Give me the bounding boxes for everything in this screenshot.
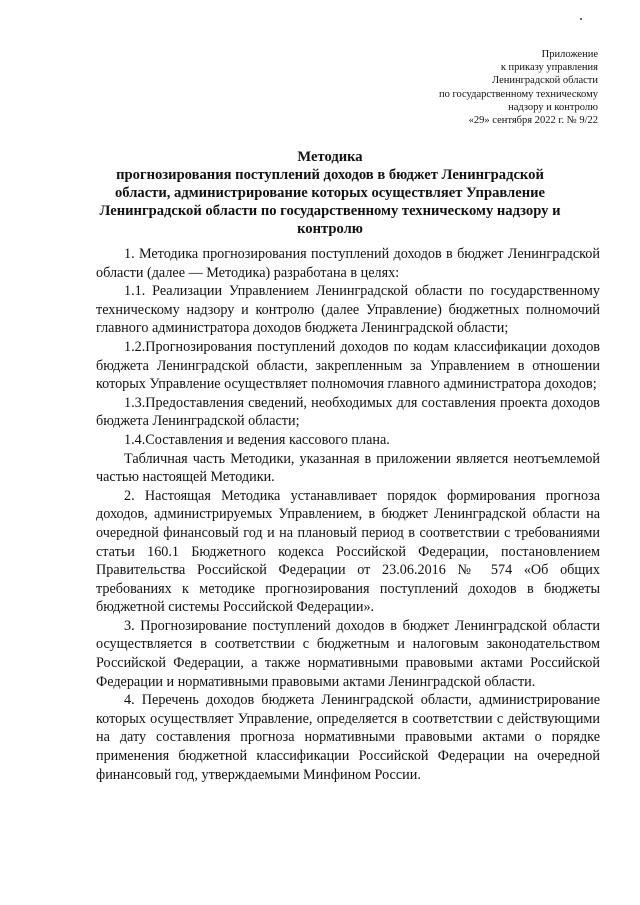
appendix-line: по государственному техническому: [438, 88, 598, 100]
title-line: контролю: [297, 221, 363, 237]
paragraph-1-4: 1.4.Составления и ведения кассового плана.: [124, 431, 390, 448]
paragraph-1-3: 1.3.Предоставления сведений, необходимых для составления проекта доходов бюджета Ленинградской области;: [96, 394, 600, 430]
title-line: области, администрирование которых осуществляет Управление: [114, 185, 546, 201]
appendix-line: к приказу управления: [500, 62, 598, 74]
appendix-header: [338, 48, 598, 127]
appendix-date-number: «29» сентября 2022 г. № 9/22: [468, 115, 598, 127]
document-body: [96, 245, 600, 784]
paragraph-4: 4. Перечень доходов бюджета Ленинградской области, администрирование которых осуществляет Управление, определяется в соответствии с действующими на дату составления прогноза нормативными правовыми актами о порядке применения бюджетной классификации Российской Федерации на очередной финансовый год, утверждаемыми Минфином России.: [96, 692, 600, 783]
paragraph-1-1: 1.1. Реализации Управлением Ленинградской области по государственному техническому надзору и контролю (далее Управление) бюджетных полномочий главного администратора доходов бюджета Ленинградской области;: [96, 283, 600, 337]
scan-dot: [580, 18, 582, 20]
title-line: прогнозирования поступлений доходов в бюджет Ленинградской: [116, 167, 544, 183]
paragraph-1-2: 1.2.Прогнозирования поступлений доходов по кодам классификации доходов бюджета Ленинградской области, закрепленным за Управлением в отношении которых Управление осуществляет полномочия главного администратора доходов;: [96, 338, 600, 393]
paragraph-3: 3. Прогнозирование поступлений доходов в бюджет Ленинградской области осуществляется в соответствии с бюджетным и налоговым законодательством Российской Федерации, а также нормативными правовыми актами Российской Федерации и нормативными правовыми актами Ленинградской области.: [96, 617, 600, 690]
appendix-line: Ленинградской области: [492, 75, 598, 87]
paragraph-1: 1. Методика прогнозирования поступлений доходов в бюджет Ленинградской области (далее — Методика) разработана в целях:: [96, 246, 600, 281]
paragraph-table-note: Табличная часть Методики, указанная в приложении является неотъемлемой частью настоящей Методики.: [96, 450, 600, 486]
title-line: Методика: [297, 149, 363, 165]
paragraph-2: 2. Настоящая Методика устанавливает порядок формирования прогноза доходов, администрируемых Управлением, в бюджет Ленинградской области на очередной финансовый год и на плановый период в соответствии с требованиями статьи 160.1 Бюджетного кодекса Российской Федерации, постановлением Правительства Российской Федерации от 23.06.2016 № 574 «Об общих требованиях к методике прогнозирования поступлений доходов в бюджеты бюджетной системы Российской Федерации».: [96, 487, 600, 616]
appendix-line: надзору и контролю: [508, 101, 598, 113]
title-line: Ленинградской области по государственному техническому надзору и: [99, 203, 561, 219]
document-title: [80, 148, 580, 238]
appendix-line: Приложение: [541, 49, 598, 60]
